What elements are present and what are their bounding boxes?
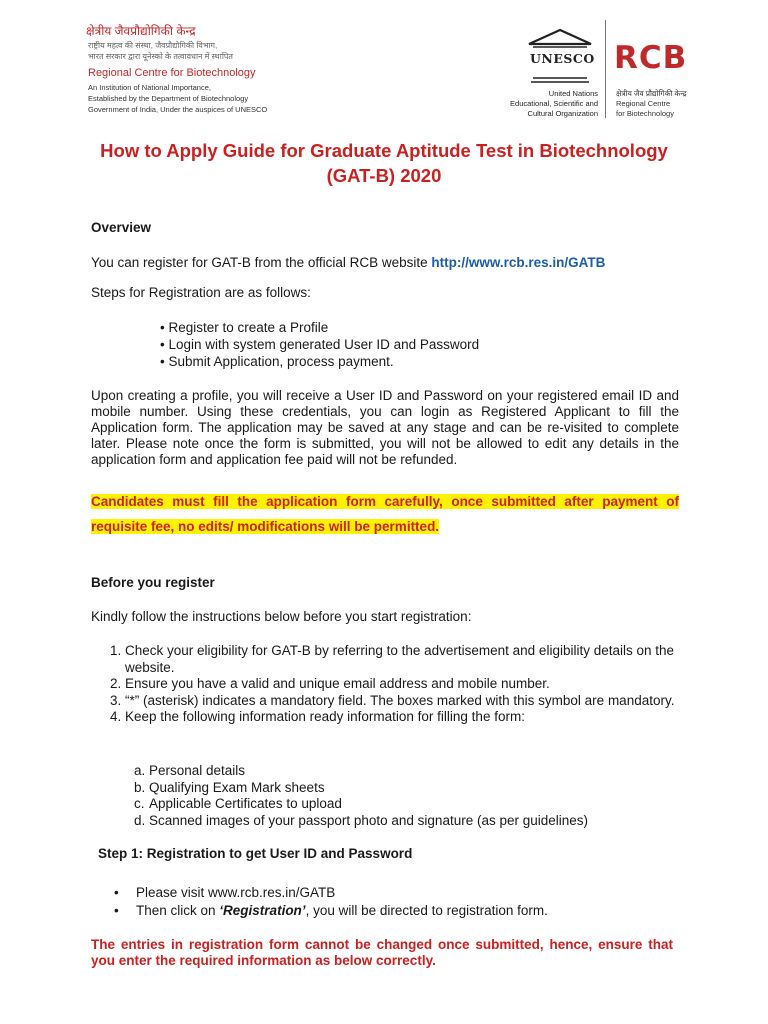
before-list-item: 1. Check your eligibility for GAT-B by referring to the advertisement and eligibility details on the website. [110, 643, 675, 675]
sublist-item: c. Applicable Certificates to upload [134, 796, 342, 811]
steps-intro: Steps for Registration are as follows: [91, 285, 311, 300]
overview-intro [91, 255, 691, 271]
registration-emphasis: ‘Registration’ [219, 902, 306, 918]
steps-list-item: • Register to create a Profile [160, 320, 329, 335]
unesco-wordmark: UNESCO [530, 51, 595, 66]
rcb-line: Regional Centre [616, 99, 671, 108]
org-name: Regional Centre for Biotechnology [88, 67, 256, 79]
header-divider [605, 20, 606, 118]
before-list-item: 3. “*” (asterisk) indicates a mandatory field. The boxes marked with this symbol are mandatory. [110, 692, 675, 708]
before-heading: Before you register [91, 575, 215, 590]
step1-heading: Step 1: Registration to get User ID and Password [98, 846, 413, 861]
org-description [88, 82, 267, 115]
org-line: Government of India, Under the auspices of UNESCO [88, 105, 268, 114]
step1-list [114, 884, 694, 919]
warning-highlight: Candidates must fill the application form carefully, once submitted after payment of requisite fee, no edits/ modifications will be permitted. [91, 494, 679, 534]
step1-list-item: • Then click on ‘Registration’, you will be directed to registration form. [114, 902, 548, 918]
unesco-caption [490, 89, 598, 119]
sublist-item: d. Scanned images of your passport photo and signature (as per guidelines) [134, 812, 589, 828]
hindi-org-title: क्षेत्रीय जैवप्रौद्योगिकी केन्द्र [86, 24, 196, 38]
unesco-line: United Nations [548, 89, 598, 98]
hindi-line: राष्ट्रीय महत्व की संस्था, जैवप्रौद्योगिकी विभाग, [88, 41, 218, 50]
overview-paragraph: Upon creating a profile, you will receive a User ID and Password on your registered email ID and mobile number. Using these credentials, you can login as Registered Applicant to fill the Application form. The application may be saved at any stage and can be re-visited to complete later. Please note once the form is submitted, you will not be allowed to edit any details in the application form and application fee paid will not be refunded. [91, 388, 679, 467]
rcb-website-link[interactable]: http://www.rcb.res.in/GATB [431, 255, 606, 270]
page-title [40, 138, 728, 188]
info-sublist [134, 763, 694, 829]
overview-intro-text: You can register for GAT-B from the official RCB website [91, 255, 432, 270]
org-line: An Institution of National Importance, [88, 83, 211, 92]
rcb-logo [614, 40, 687, 76]
rcb-line: for Biotechnology [616, 109, 674, 118]
title-line-1: How to Apply Guide for Graduate Aptitude Test in Biotechnology [100, 140, 668, 161]
steps-list [160, 319, 660, 370]
hindi-line: भारत सरकार द्वारा यूनेस्को के तत्वावधान में स्थापित [88, 52, 233, 61]
steps-list-item: • Login with system generated User ID and Password [160, 337, 480, 352]
rcb-caption [616, 89, 687, 119]
unesco-line: Educational, Scientific and [510, 99, 598, 108]
sublist-item: a. Personal details [134, 763, 246, 778]
overview-heading: Overview [91, 220, 152, 235]
overview-warning [91, 489, 679, 539]
step1-list-item: • Please visit www.rcb.res.in/GATB [114, 885, 336, 900]
org-line: Established by the Department of Biotechnology [88, 94, 249, 103]
before-list-item: 4. Keep the following information ready information for filling the form: [110, 709, 525, 724]
title-line-2: (GAT-B) 2020 [326, 165, 442, 186]
before-intro: Kindly follow the instructions below before you start registration: [91, 609, 472, 624]
rcb-logo-text: RCB [614, 40, 688, 76]
rcb-line: क्षेत्रीय जैव प्रौद्योगिकी केन्द्र [616, 89, 687, 98]
unesco-line: Cultural Organization [527, 109, 598, 118]
step1-warning: The entries in registration form cannot be changed once submitted, hence, ensure that you enter the required information as below correctly. [91, 937, 673, 968]
unesco-logo [525, 26, 595, 86]
sublist-item: b. Qualifying Exam Mark sheets [134, 779, 325, 795]
before-list [110, 643, 690, 726]
before-list-item: 2. Ensure you have a valid and unique email address and mobile number. [110, 676, 550, 691]
hindi-description [88, 40, 233, 62]
steps-list-item: • Submit Application, process payment. [160, 354, 394, 369]
